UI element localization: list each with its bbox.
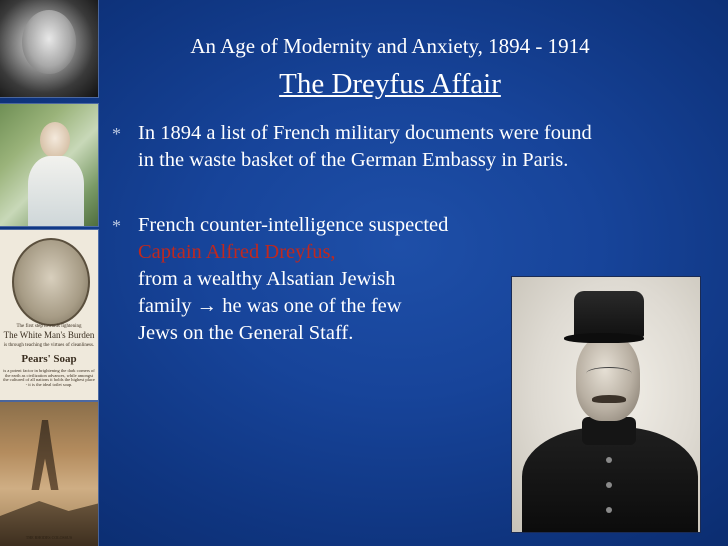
bullet-line: Jews on the General Staff.	[138, 322, 354, 344]
bullet-marker: *	[112, 216, 121, 236]
moustache	[592, 395, 626, 403]
einstein-portrait-image	[0, 0, 98, 97]
pince-nez-glasses	[586, 367, 632, 380]
uniform-button	[606, 507, 612, 513]
kepi-visor	[564, 333, 644, 343]
advert-caption-top: The first step towards lightening	[16, 324, 82, 329]
slide-title: The Dreyfus Affair	[279, 68, 501, 100]
dreyfus-portrait-photo	[511, 276, 701, 533]
advert-caption-middle: is through teaching the virtues of cleanliness.	[3, 343, 95, 348]
image-sidebar	[0, 0, 98, 546]
dreyfus-name-highlight: Captain Alfred Dreyfus,	[138, 241, 336, 263]
uniform-collar	[582, 417, 636, 445]
bullet-item	[112, 212, 512, 347]
rhodes-colossus-cartoon-image	[0, 402, 98, 546]
kepi-cap	[574, 291, 644, 337]
bullet-text	[138, 212, 512, 347]
advert-illustration	[12, 238, 90, 326]
advert-headline: The White Man's Burden	[3, 330, 95, 340]
slide-supertitle: An Age of Modernity and Anxiety, 1894 - 1914	[190, 34, 590, 58]
advert-caption-bottom: is a potent factor in brightening the dark corners of the earth as civilization advances, while amongst the cultured of all nations it holds the highest place - it is the ideal toilet soap.	[3, 368, 95, 388]
bullet-line	[138, 293, 512, 320]
bullet-line-start: family	[138, 295, 197, 317]
right-arrow-icon: →	[196, 295, 218, 317]
bullet-line: from a wealthy Alsatian Jewish	[138, 268, 396, 290]
bullet-item	[112, 120, 692, 174]
uniform-button	[606, 482, 612, 488]
advert-brand: Pears' Soap	[21, 353, 77, 365]
bullet-line: French counter-intelligence suspected	[138, 214, 449, 236]
bullet-line: in the waste basket of the German Embassy in Paris.	[138, 149, 569, 171]
bullet-text	[138, 120, 692, 174]
cartoon-caption: THE RHODES COLOSSUS	[25, 535, 73, 540]
impressionist-painting-image	[0, 104, 98, 226]
uniform-button	[606, 457, 612, 463]
bullet-marker: *	[112, 124, 121, 144]
bullet-line: In 1894 a list of French military documents were found	[138, 122, 592, 144]
pears-soap-advert-image	[0, 230, 98, 400]
bullet-line-end: he was one of the few	[217, 295, 402, 317]
colossus-figure	[30, 420, 60, 490]
